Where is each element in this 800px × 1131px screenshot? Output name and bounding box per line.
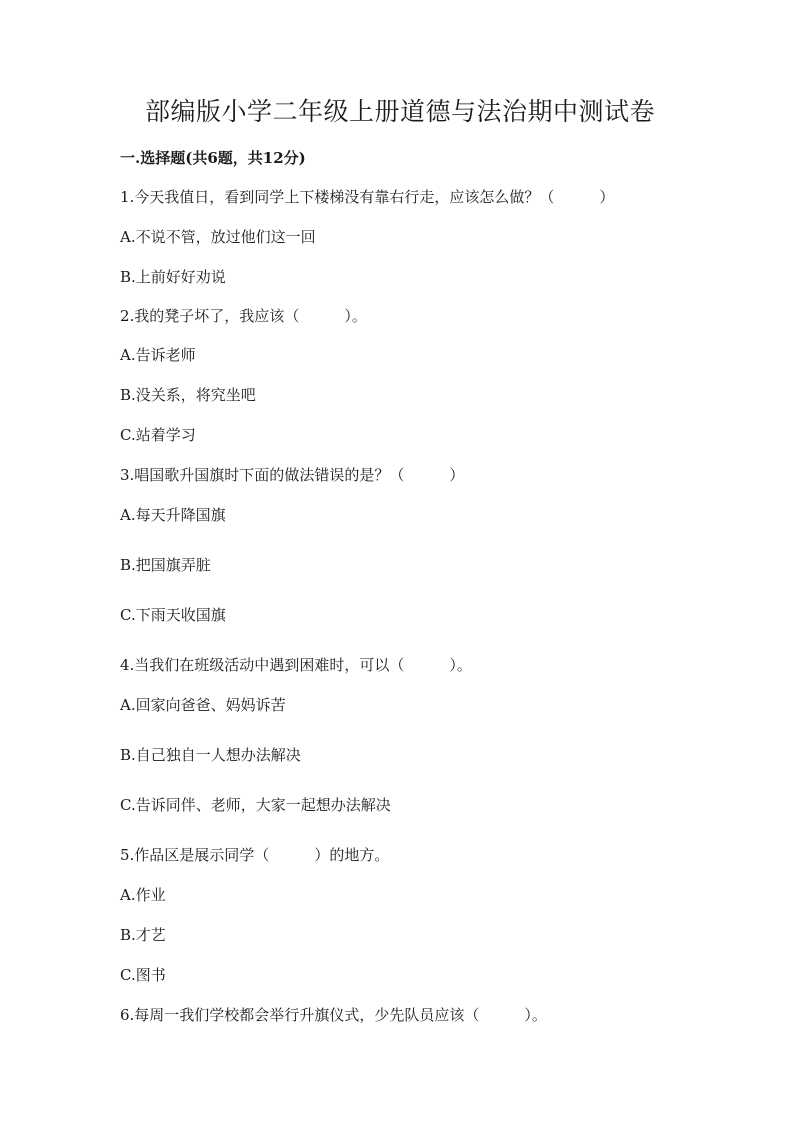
- question-1-option-a: A.不说不管，放过他们这一回: [120, 228, 316, 246]
- question-5-stem: 5.作品区是展示同学（ ）的地方。: [120, 846, 390, 864]
- question-2-option-a: A.告诉老师: [120, 346, 196, 364]
- page-title: 部编版小学二年级上册道德与法治期中测试卷: [144, 97, 655, 126]
- question-3-option-a: A.每天升降国旗: [120, 506, 226, 524]
- question-4-option-c: C.告诉同伴、老师，大家一起想办法解决: [120, 796, 391, 814]
- question-1-option-b: B.上前好好劝说: [120, 268, 226, 286]
- section-heading: 一.选择题(共6题，共12分): [120, 149, 306, 167]
- question-3-option-b: B.把国旗弄脏: [120, 556, 211, 574]
- question-4-option-a: A.回家向爸爸、妈妈诉苦: [120, 696, 286, 714]
- question-2-option-b: B.没关系，将究坐吧: [120, 386, 256, 404]
- question-2-stem: 2.我的凳子坏了，我应该（ ）。: [120, 307, 367, 325]
- question-3-stem: 3.唱国歌升国旗时下面的做法错误的是？（ ）: [120, 466, 465, 484]
- question-3-option-c: C.下雨天收国旗: [120, 606, 226, 624]
- question-6-stem: 6.每周一我们学校都会举行升旗仪式，少先队员应该（ ）。: [120, 1006, 547, 1024]
- question-1-stem: 1.今天我值日，看到同学上下楼梯没有靠右行走，应该怎么做？（ ）: [120, 188, 615, 206]
- question-5-option-a: A.作业: [120, 886, 166, 904]
- question-5-option-b: B.才艺: [120, 926, 166, 944]
- question-4-option-b: B.自己独自一人想办法解决: [120, 746, 301, 764]
- question-4-stem: 4.当我们在班级活动中遇到困难时，可以（ ）。: [120, 656, 472, 674]
- question-2-option-c: C.站着学习: [120, 426, 196, 444]
- question-5-option-c: C.图书: [120, 966, 166, 984]
